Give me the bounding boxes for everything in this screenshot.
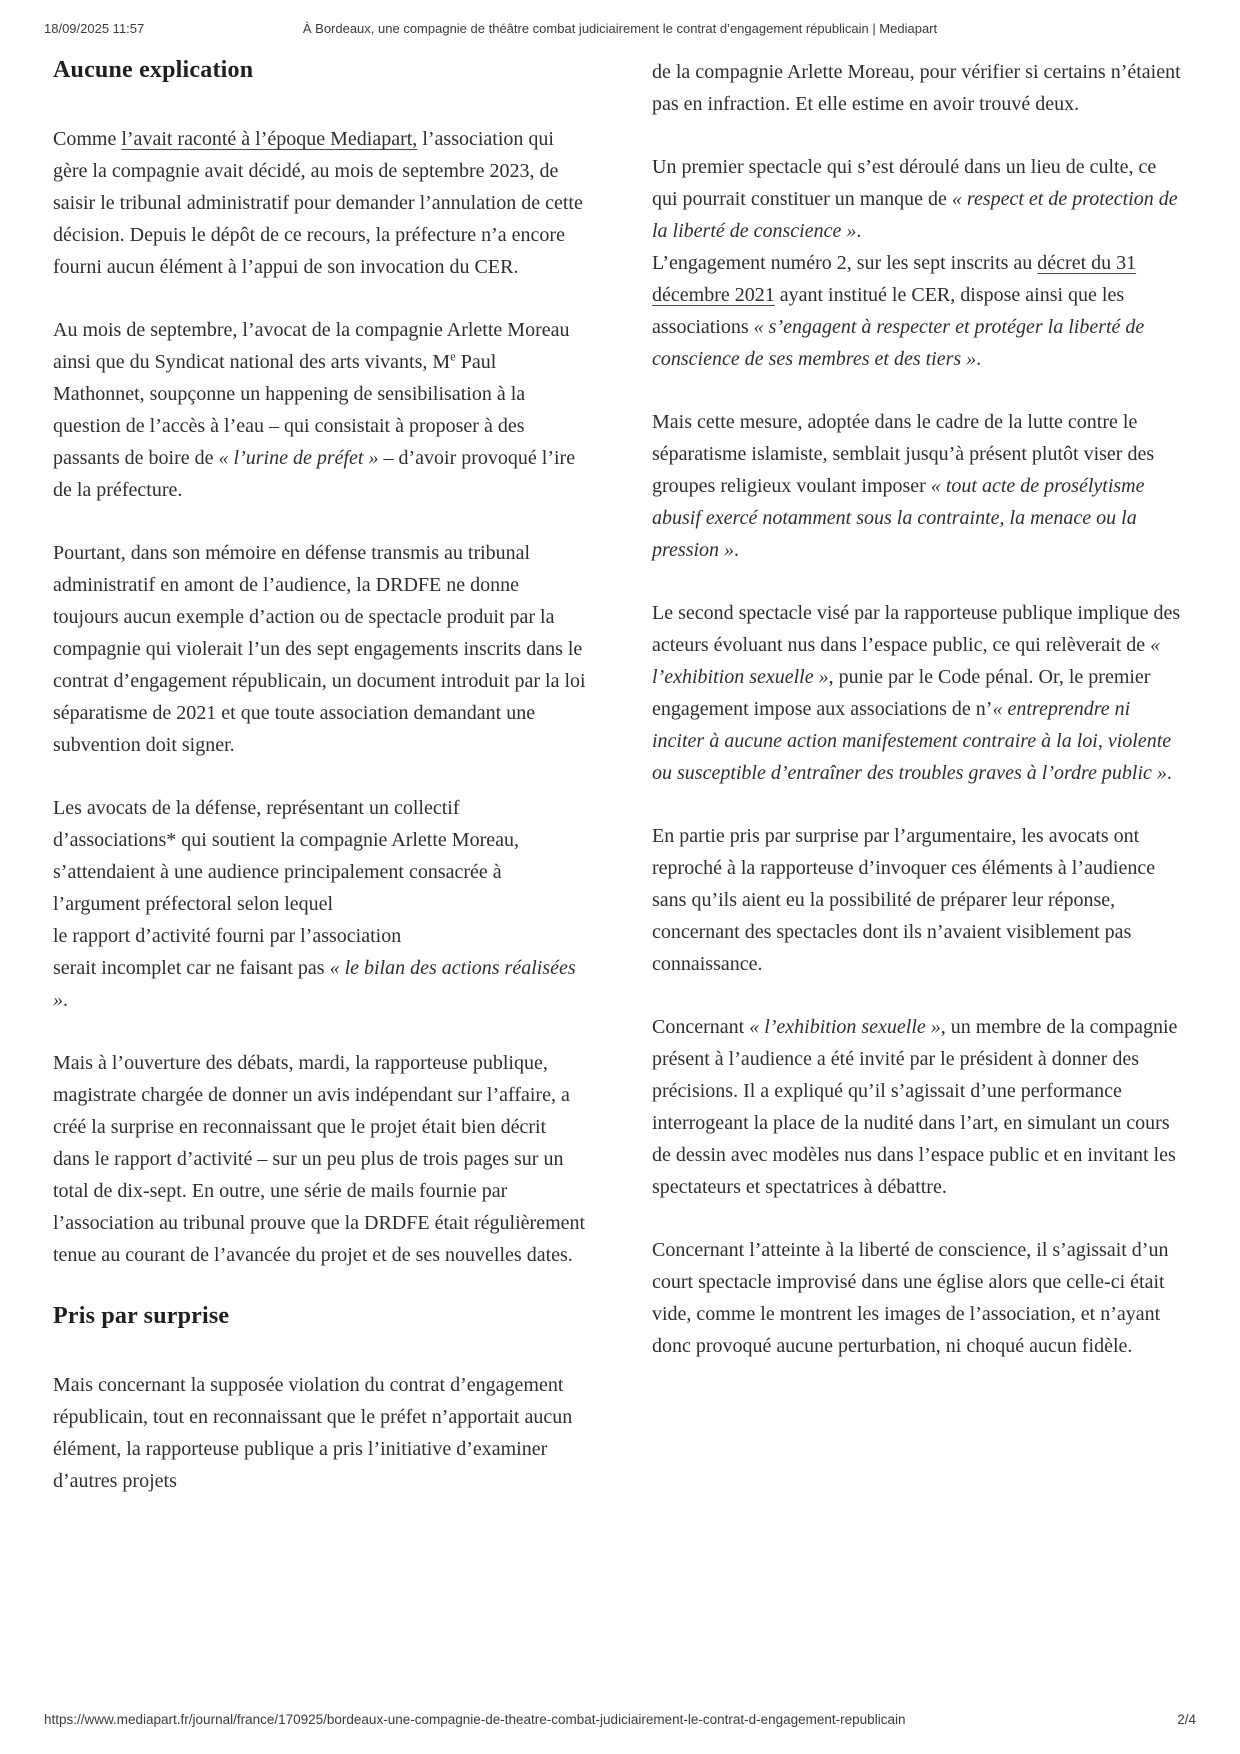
paragraph <box>652 151 1185 375</box>
quoted-italic-text: « l’exhibition sexuelle » <box>652 634 1161 688</box>
page-title: À Bordeaux, une compagnie de théâtre combat judiciairement le contrat d’engagement républicain | Mediapart <box>302 21 938 36</box>
section-heading: Pris par surprise <box>53 1302 230 1329</box>
quoted-italic-text: « respect et de protection de la liberté de conscience » <box>652 188 1178 242</box>
quoted-italic-text: « l’exhibition sexuelle » <box>749 1016 941 1038</box>
text-run: , un membre de la compagnie présent à l’audience a été invité par le président à donner des précisions. Il a expliqué qu’il s’agissait d’une performance interrogeant la place de la nudité dans l’art, en simulant un cours de dessin avec modèles nus dans l’espace public et en invitant les spectateurs et spectatrices à débattre. <box>652 1016 1178 1198</box>
quoted-italic-text: « entreprendre ni inciter à aucune action manifestement contraire à la loi, violente ou susceptible d’entraîner des troubles graves à l’ordre public » <box>652 698 1172 784</box>
text-run: . <box>856 220 862 242</box>
text-run: Concernant l’atteinte à la liberté de conscience, il s’agissait d’un court spectacle improvisé dans une église alors que celle-ci était vide, comme le montrent les images de l’association, et n’ayant donc provoqué aucune perturbation, ni choqué aucun fidèle. <box>652 1239 1169 1357</box>
text-run: . <box>734 539 740 561</box>
paragraph <box>652 1011 1185 1203</box>
quoted-italic-text: « le bilan des actions réalisées » <box>53 956 576 1011</box>
paragraph <box>53 314 586 506</box>
paragraph <box>652 406 1185 566</box>
inline-link[interactable]: décret du 31 décembre 2021 <box>652 252 1137 306</box>
quoted-italic-text: « tout acte de prosélytisme abusif exercé notamment sous la contrainte, la menace ou la pression » <box>652 475 1145 561</box>
paragraph <box>53 792 586 1016</box>
paragraph <box>53 537 586 761</box>
text-run: le rapport d’activité fourni par l’association <box>53 924 402 947</box>
paragraph <box>652 56 1185 120</box>
text-run: Un premier spectacle qui s’est déroulé dans un lieu de culte, ce qui pourrait constituer un manque de <box>652 156 1157 210</box>
footer-url: https://www.mediapart.fr/journal/france/170925/bordeaux-une-compagnie-de-theatre-combat-judiciairement-le-contrat-d-engagement-republicain <box>44 1712 906 1727</box>
paragraph <box>652 597 1185 789</box>
text-run: Pourtant, dans son mémoire en défense transmis au tribunal administratif en amont de l’audience, la DRDFE ne donne toujours aucun exemple d’action ou de spectacle produit par la compagnie qui violerait l’un des sept engagements inscrits dans le contrat d’engagement républicain, un document introduit par la loi séparatisme de 2021 et que toute association demandant une subvention doit signer. <box>53 541 586 756</box>
article-column-left <box>53 56 586 1528</box>
article-content <box>53 56 1185 1528</box>
text-run: Les avocats de la défense, représentant un collectif d’associations* qui soutient la compagnie Arlette Moreau, s’attendaient à une audience principalement consacrée à l’argument préfectoral selon lequel <box>53 796 519 915</box>
print-footer <box>44 1712 1196 1730</box>
article-column-right <box>652 56 1185 1528</box>
page-indicator: 2/4 <box>1177 1712 1196 1727</box>
text-run: ayant institué le CER, dispose ainsi que les associations <box>652 284 1125 338</box>
inline-link[interactable]: l’avait raconté à l’époque Mediapart, <box>121 127 418 150</box>
quoted-italic-text: « s’engagent à respecter et protéger la liberté de conscience de ses membres et des tiers » <box>652 316 1145 370</box>
quoted-italic-text: « l’urine de préfet » <box>218 446 379 469</box>
print-header <box>44 21 1196 39</box>
text-run: Le second spectacle visé par la rapporteuse publique implique des acteurs évoluant nus dans l’espace public, ce qui relèverait de <box>652 602 1181 656</box>
text-run: Comme <box>53 127 122 150</box>
paragraph <box>652 1234 1185 1362</box>
text-run: serait incomplet car ne faisant pas <box>53 956 330 979</box>
text-run: Paul Mathonnet, soupçonne un happening de sensibilisation à la question de l’accès à l’eau – qui consistait à proposer à des passants de boire de <box>53 350 526 469</box>
text-run: Au mois de septembre, l’avocat de la compagnie Arlette Moreau ainsi que du Syndicat national des arts vivants, M <box>53 318 570 373</box>
text-run: Mais à l’ouverture des débats, mardi, la rapporteuse publique, magistrate chargée de donner un avis indépendant sur l’affaire, a créé la surprise en reconnaissant que le projet était bien décrit dans le rapport d’activité – sur un peu plus de trois pages sur un total de dix-sept. En outre, une série de mails fournie par l’association au tribunal prouve que la DRDFE était régulièrement tenue au courant de l’avancée du projet et de ses nouvelles dates. <box>53 1051 586 1266</box>
paragraph <box>53 1369 586 1497</box>
text-run: Mais cette mesure, adoptée dans le cadre de la lutte contre le séparatisme islamiste, semblait jusqu’à présent plutôt viser des groupes religieux voulant imposer <box>652 411 1155 497</box>
print-date: 18/09/2025 11:57 <box>44 21 145 36</box>
text-run: l’association qui gère la compagnie avait décidé, au mois de septembre 2023, de saisir le tribunal administratif pour demander l’annulation de cette décision. Depuis le dépôt de ce recours, la préfecture n’a encore fourni aucun élément à l’appui de son invocation du CER. <box>53 127 583 278</box>
superscript: e <box>450 349 456 364</box>
text-run: , punie par le Code pénal. Or, le premier engagement impose aux associations de n’ <box>652 666 1151 720</box>
text-run: – d’avoir provoqué l’ire de la préfecture. <box>53 446 576 501</box>
paragraph <box>53 1047 586 1271</box>
paragraph <box>53 123 586 283</box>
text-run: . <box>1166 762 1172 784</box>
text-run: de la compagnie Arlette Moreau, pour vérifier si certains n’étaient pas en infraction. Et elle estime en avoir trouvé deux. <box>652 61 1181 115</box>
text-run: Concernant <box>652 1016 750 1038</box>
text-run: En partie pris par surprise par l’argumentaire, les avocats ont reproché à la rapporteuse d’invoquer ces éléments à l’audience sans qu’ils aient eu la possibilité de préparer leur réponse, concernant des spectacles dont ils n’avaient visiblement pas connaissance. <box>652 825 1156 975</box>
paragraph <box>652 820 1185 980</box>
text-run: Mais concernant la supposée violation du contrat d’engagement républicain, tout en reconnaissant que le préfet n’apportait aucun élément, la rapporteuse publique a pris l’initiative d’examiner d’autres projets <box>53 1373 573 1492</box>
text-run: L’engagement numéro 2, sur les sept inscrits au <box>652 252 1038 274</box>
text-run: . <box>976 348 982 370</box>
text-run: . <box>63 988 68 1011</box>
section-heading: Aucune explication <box>53 57 254 83</box>
